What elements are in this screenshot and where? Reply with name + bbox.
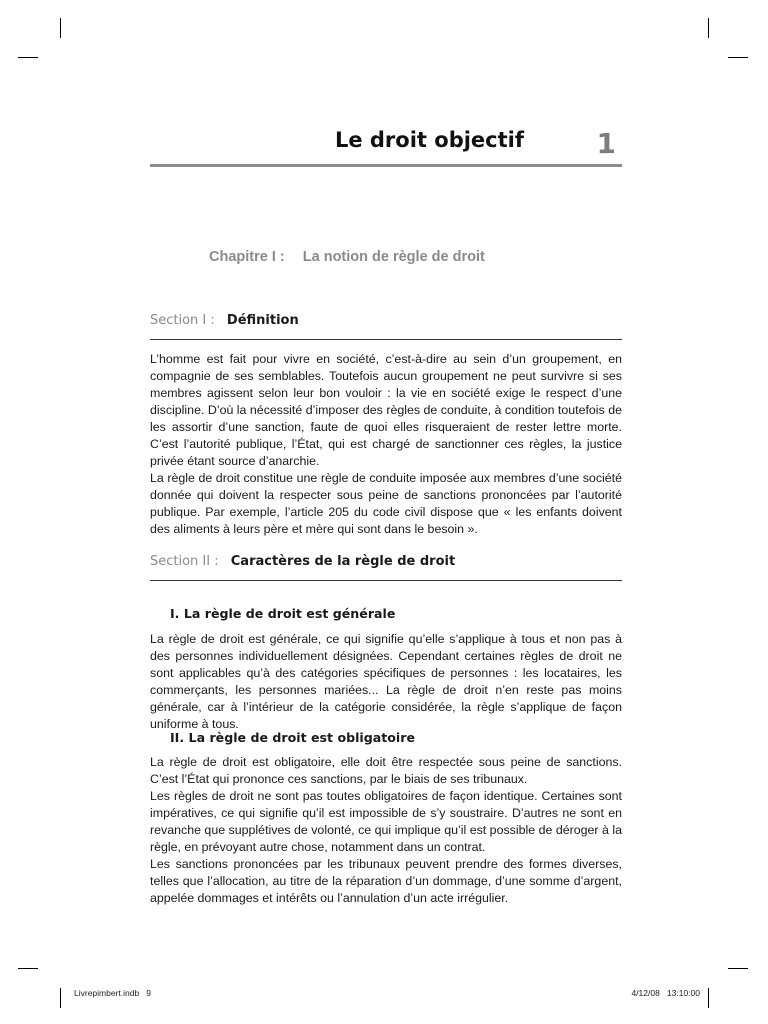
crop-mark	[18, 968, 38, 969]
subsection-heading-2: II. La règle de droit est obligatoire	[170, 730, 415, 745]
paragraph: Les sanctions prononcées par les tribunaux peuvent prendre des formes diverses, telles que l’allocation, au titre de la réparation d’un dommage, d’une somme d’argent, appelée dommages et intérêts ou l’annulation d’un acte irrégulier.	[150, 857, 622, 905]
footer-filename: Livrepimbert.indb 9	[74, 988, 152, 998]
section-heading-2	[150, 554, 622, 581]
section-heading-1	[150, 313, 622, 340]
crop-mark	[60, 18, 61, 38]
chapter-number: 1	[596, 127, 616, 160]
subsection-2-body	[150, 754, 622, 907]
crop-mark	[708, 18, 709, 38]
section-label: Section II :	[150, 554, 219, 569]
chapter-heading	[209, 249, 485, 265]
crop-mark	[708, 988, 709, 1008]
paragraph: L’homme est fait pour vivre en société, c’est-à-dire au sein d’un groupement, en compagnie de ses semblables. Toutefois aucun groupement ne peut survivre si ses membres agissent selon leur bon vouloir : la vie en société exige le respect d’une discipline. D’où la nécessité d’imposer des règles de conduite, à condition toutefois de les assortir d’une sanction, faute de quoi elles risqueraient de rester lettre morte. C’est l’autorité publique, l’État, qui est chargé de sanctionner ces règles, la justice privée étant source d’anarchie.	[150, 352, 622, 468]
paragraph: La règle de droit constitue une règle de conduite imposée aux membres d’une société donnée qui doivent la respecter sous peine de sanctions prononcées par l’autorité publique. Par exemple, l’article 205 du code civil dispose que « les enfants doivent des aliments à leurs père et mère qui sont dans le besoin ».	[150, 471, 622, 536]
header-rule	[150, 164, 622, 167]
crop-mark	[60, 988, 61, 1008]
subsection-1-body	[150, 631, 622, 733]
crop-mark	[18, 57, 38, 58]
section-title: Définition	[226, 313, 299, 328]
section-title: Caractères de la règle de droit	[230, 554, 456, 569]
page-header	[150, 126, 622, 168]
page-title: Le droit objectif	[334, 128, 524, 152]
subsection-heading-1: I. La règle de droit est générale	[170, 606, 396, 621]
paragraph: La règle de droit est générale, ce qui signifie qu’elle s’applique à tous et non pas à des personnes individuellement désignées. Cependant certaines règles de droit ne sont applicables qu’à des catégories spécifiques de personnes : les locataires, les commerçants, les personnes mariées... La règle de droit n’en reste pas moins générale, car à l’intérieur de la catégorie considérée, la règle s’applique de façon uniforme à tous.	[150, 632, 622, 731]
crop-mark	[728, 57, 748, 58]
paragraph: Les règles de droit ne sont pas toutes obligatoires de façon identique. Certaines sont impératives, ce qui signifie qu’il est impossible de s’y soustraire. D’autres ne sont en revanche que supplétives de volonté, ce qui implique qu’il est possible de déroger à la règle, en prévoyant autre chose, notamment dans un contrat.	[150, 789, 622, 854]
crop-mark	[728, 968, 748, 969]
chapter-label: Chapitre I :	[209, 249, 285, 265]
paragraph: La règle de droit est obligatoire, elle doit être respectée sous peine de sanctions. C’est l’État qui prononce ces sanctions, par le biais de ses tribunaux.	[150, 755, 622, 786]
footer-timestamp: 4/12/08 13:10:00	[631, 988, 700, 998]
section-label: Section I :	[150, 313, 215, 328]
section-1-body	[150, 351, 622, 538]
chapter-title: La notion de règle de droit	[302, 249, 485, 265]
